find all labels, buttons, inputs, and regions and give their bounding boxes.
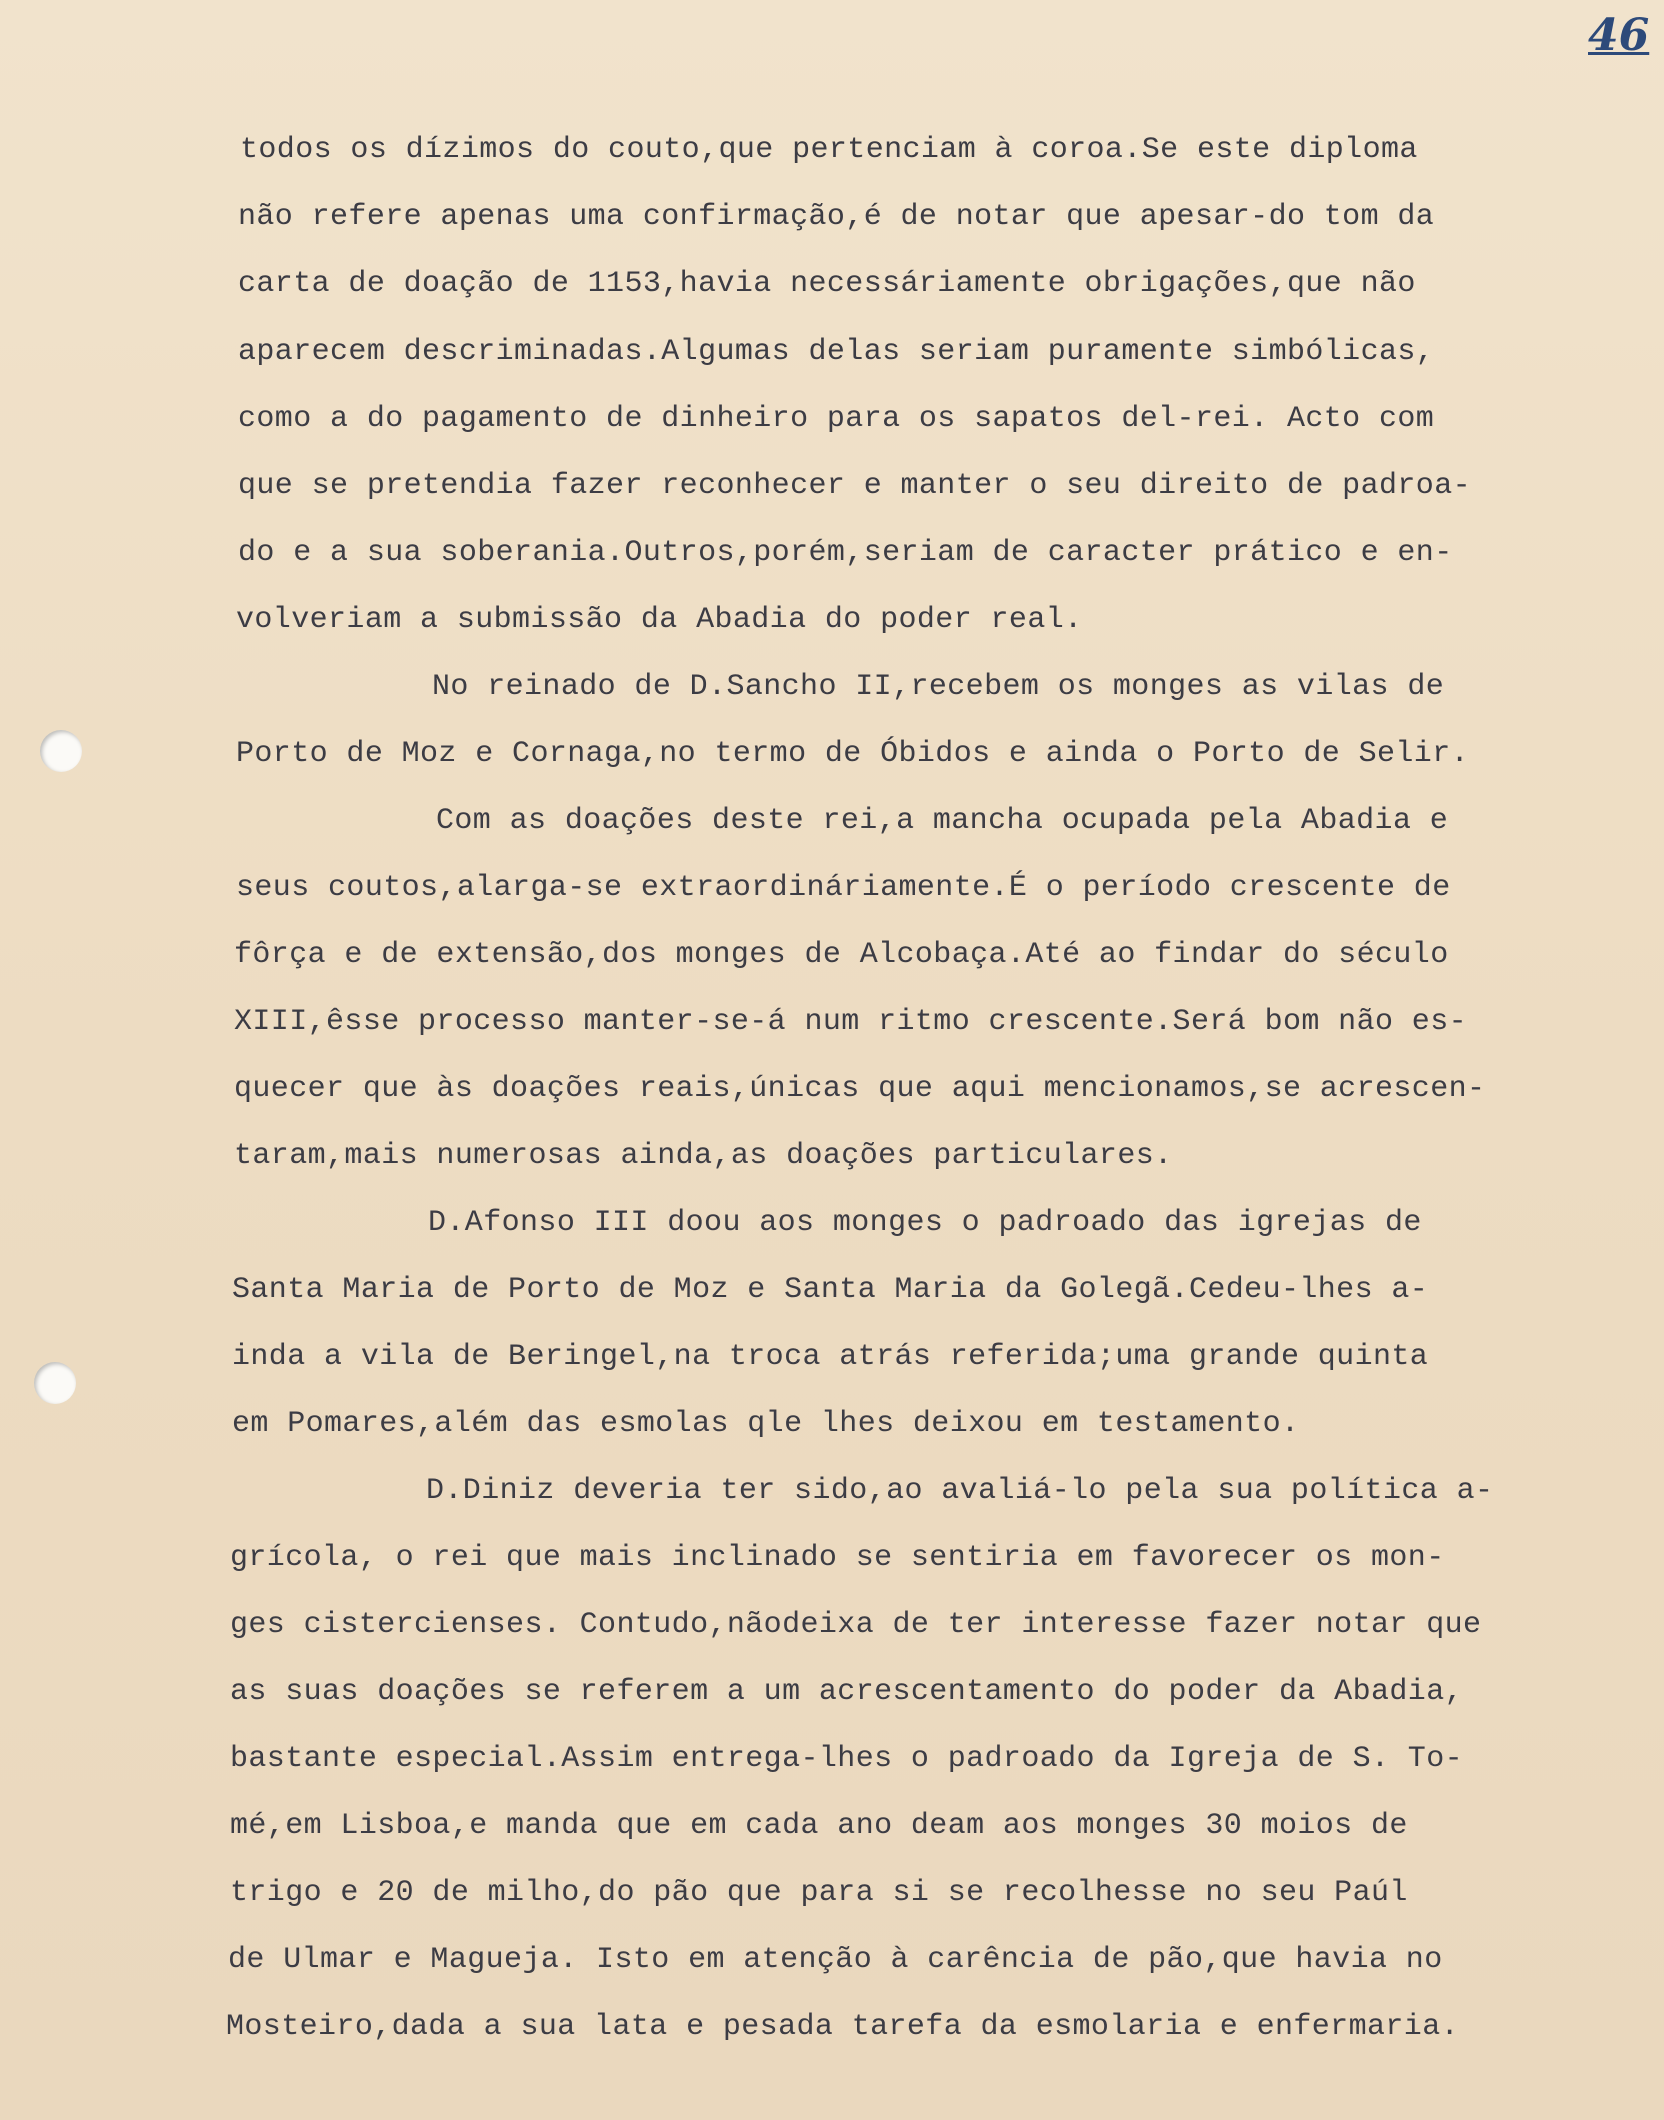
text-line: do e a sua soberania.Outros,porém,seriam de caracter prático e en- bbox=[238, 536, 1453, 570]
punch-hole-bottom bbox=[34, 1362, 76, 1404]
text-line: No reinado de D.Sancho II,recebem os monges as vilas de bbox=[432, 670, 1445, 704]
text-line: carta de doação de 1153,havia necessáriamente obrigações,que não bbox=[238, 267, 1416, 301]
text-line: as suas doações se referem a um acrescentamento do poder da Abadia, bbox=[230, 1675, 1463, 1709]
text-line: D.Afonso III doou aos monges o padroado das igrejas de bbox=[428, 1206, 1422, 1240]
text-line: como a do pagamento de dinheiro para os sapatos del-rei. Acto com bbox=[238, 402, 1435, 436]
text-line: volveriam a submissão da Abadia do poder real. bbox=[236, 603, 1083, 637]
text-line: de Ulmar e Magueja. Isto em atenção à carência de pão,que havia no bbox=[228, 1943, 1443, 1977]
text-line: fôrça e de extensão,dos monges de Alcobaça.Até ao findar do século bbox=[234, 938, 1449, 972]
text-line: aparecem descriminadas.Algumas delas seriam puramente simbólicas, bbox=[238, 335, 1435, 369]
text-line: quecer que às doações reais,únicas que aqui mencionamos,se acrescen- bbox=[234, 1072, 1486, 1106]
text-line: trigo e 20 de milho,do pão que para si se recolhesse no seu Paúl bbox=[230, 1876, 1408, 1910]
text-line: taram,mais numerosas ainda,as doações particulares. bbox=[234, 1139, 1173, 1173]
text-line: Porto de Moz e Cornaga,no termo de Óbidos e ainda o Porto de Selir. bbox=[236, 737, 1469, 771]
page-number: 46 bbox=[1588, 10, 1650, 61]
text-line: Com as doações deste rei,a mancha ocupada pela Abadia e bbox=[436, 804, 1449, 838]
text-line: Santa Maria de Porto de Moz e Santa Maria da Golegã.Cedeu-lhes a- bbox=[232, 1273, 1429, 1307]
text-line: todos os dízimos do couto,que pertenciam à coroa.Se este diploma bbox=[240, 133, 1418, 167]
text-line: Mosteiro,dada a sua lata e pesada tarefa da esmolaria e enfermaria. bbox=[226, 2010, 1459, 2044]
text-line: que se pretendia fazer reconhecer e manter o seu direito de padroa- bbox=[238, 469, 1471, 503]
text-line: bastante especial.Assim entrega-lhes o padroado da Igreja de S. To- bbox=[230, 1742, 1463, 1776]
text-line: em Pomares,além das esmolas qle lhes deixou em testamento. bbox=[232, 1407, 1300, 1441]
punch-hole-top bbox=[40, 730, 82, 772]
text-line: ges cistercienses. Contudo,nãodeixa de ter interesse fazer notar que bbox=[230, 1608, 1482, 1642]
text-line: mé,em Lisboa,e manda que em cada ano deam aos monges 30 moios de bbox=[230, 1809, 1408, 1843]
text-line: D.Diniz deveria ter sido,ao avaliá-lo pela sua política a- bbox=[426, 1474, 1494, 1508]
text-line: grícola, o rei que mais inclinado se sentiria em favorecer os mon- bbox=[230, 1541, 1445, 1575]
text-line: seus coutos,alarga-se extraordináriamente.É o período crescente de bbox=[236, 871, 1451, 905]
text-line: inda a vila de Beringel,na troca atrás referida;uma grande quinta bbox=[232, 1340, 1429, 1374]
text-line: não refere apenas uma confirmação,é de notar que apesar-do tom da bbox=[238, 200, 1435, 234]
text-line: XIII,êsse processo manter-se-á num ritmo crescente.Será bom não es- bbox=[234, 1005, 1467, 1039]
